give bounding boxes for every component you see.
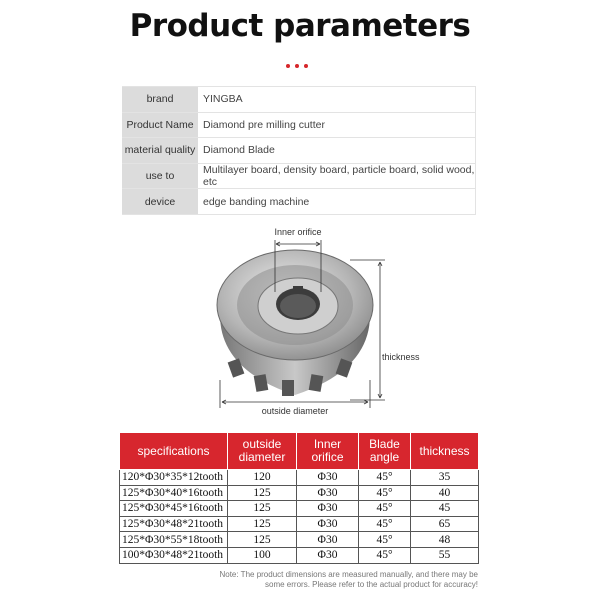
page-title: Product parameters: [129, 8, 471, 44]
table-cell: Φ30: [297, 532, 359, 548]
column-header: Inner orifice: [297, 433, 359, 470]
table-row: [122, 87, 476, 113]
table-cell: Φ30: [297, 485, 359, 501]
table-cell: 45°: [359, 516, 411, 532]
table-cell: 100*Φ30*48*21tooth: [120, 547, 228, 563]
table-row: [120, 547, 479, 563]
param-key: brand: [122, 87, 198, 113]
table-cell: 45°: [359, 470, 411, 486]
inner-orifice-label: Inner orifice: [274, 227, 322, 237]
table-row: [122, 163, 476, 189]
column-header: Blade angle: [359, 433, 411, 470]
table-cell: 125*Φ30*45*16tooth: [120, 501, 228, 517]
table-cell: 45°: [359, 485, 411, 501]
parameters-table: [122, 86, 476, 215]
param-value: Diamond pre milling cutter: [198, 112, 476, 138]
table-row: [120, 470, 479, 486]
note-line: some errors. Please refer to the actual product for accuracy!: [265, 580, 478, 589]
param-value: YINGBA: [198, 87, 476, 113]
decoration-dot: [295, 64, 299, 68]
table-row: [120, 501, 479, 517]
table-cell: 55: [411, 547, 479, 563]
table-cell: 100: [228, 547, 297, 563]
specifications-table: [119, 432, 479, 564]
param-value: Multilayer board, density board, particle board, solid wood, etc: [198, 163, 476, 189]
cutter-diagram: [200, 220, 440, 420]
note-line: Note: The product dimensions are measured manually, and there may be: [219, 570, 478, 579]
table-cell: 125: [228, 485, 297, 501]
thickness-label: thickness: [382, 352, 420, 362]
table-cell: Φ30: [297, 470, 359, 486]
column-header: specifications: [120, 433, 228, 470]
table-cell: Φ30: [297, 501, 359, 517]
table-row: [120, 532, 479, 548]
table-cell: 125: [228, 532, 297, 548]
table-header-row: [120, 433, 479, 470]
table-row: [120, 485, 479, 501]
table-cell: 125*Φ30*55*18tooth: [120, 532, 228, 548]
table-cell: Φ30: [297, 547, 359, 563]
decoration-dot: [304, 64, 308, 68]
table-cell: 45°: [359, 532, 411, 548]
table-cell: Φ30: [297, 516, 359, 532]
table-cell: 120*Φ30*35*12tooth: [120, 470, 228, 486]
table-row: [122, 112, 476, 138]
table-cell: 45°: [359, 547, 411, 563]
column-header: outside diameter: [228, 433, 297, 470]
table-cell: 45°: [359, 501, 411, 517]
param-value: edge banding machine: [198, 189, 476, 215]
table-cell: 125: [228, 501, 297, 517]
table-cell: 40: [411, 485, 479, 501]
table-cell: 125: [228, 516, 297, 532]
decoration-dot: [286, 64, 290, 68]
table-cell: 125*Φ30*40*16tooth: [120, 485, 228, 501]
table-cell: 45: [411, 501, 479, 517]
title-decoration-dots: [286, 64, 316, 70]
table-cell: 48: [411, 532, 479, 548]
param-key: use to: [122, 163, 198, 189]
table-cell: 35: [411, 470, 479, 486]
table-row: [120, 516, 479, 532]
table-row: [122, 138, 476, 164]
disclaimer-note: [120, 570, 478, 590]
param-key: Product Name: [122, 112, 198, 138]
table-row: [122, 189, 476, 215]
param-key: material quality: [122, 138, 198, 164]
param-value: Diamond Blade: [198, 138, 476, 164]
outside-diameter-label: outside diameter: [261, 406, 329, 416]
column-header: thickness: [411, 433, 479, 470]
table-cell: 65: [411, 516, 479, 532]
table-cell: 120: [228, 470, 297, 486]
param-key: device: [122, 189, 198, 215]
table-cell: 125*Φ30*48*21tooth: [120, 516, 228, 532]
